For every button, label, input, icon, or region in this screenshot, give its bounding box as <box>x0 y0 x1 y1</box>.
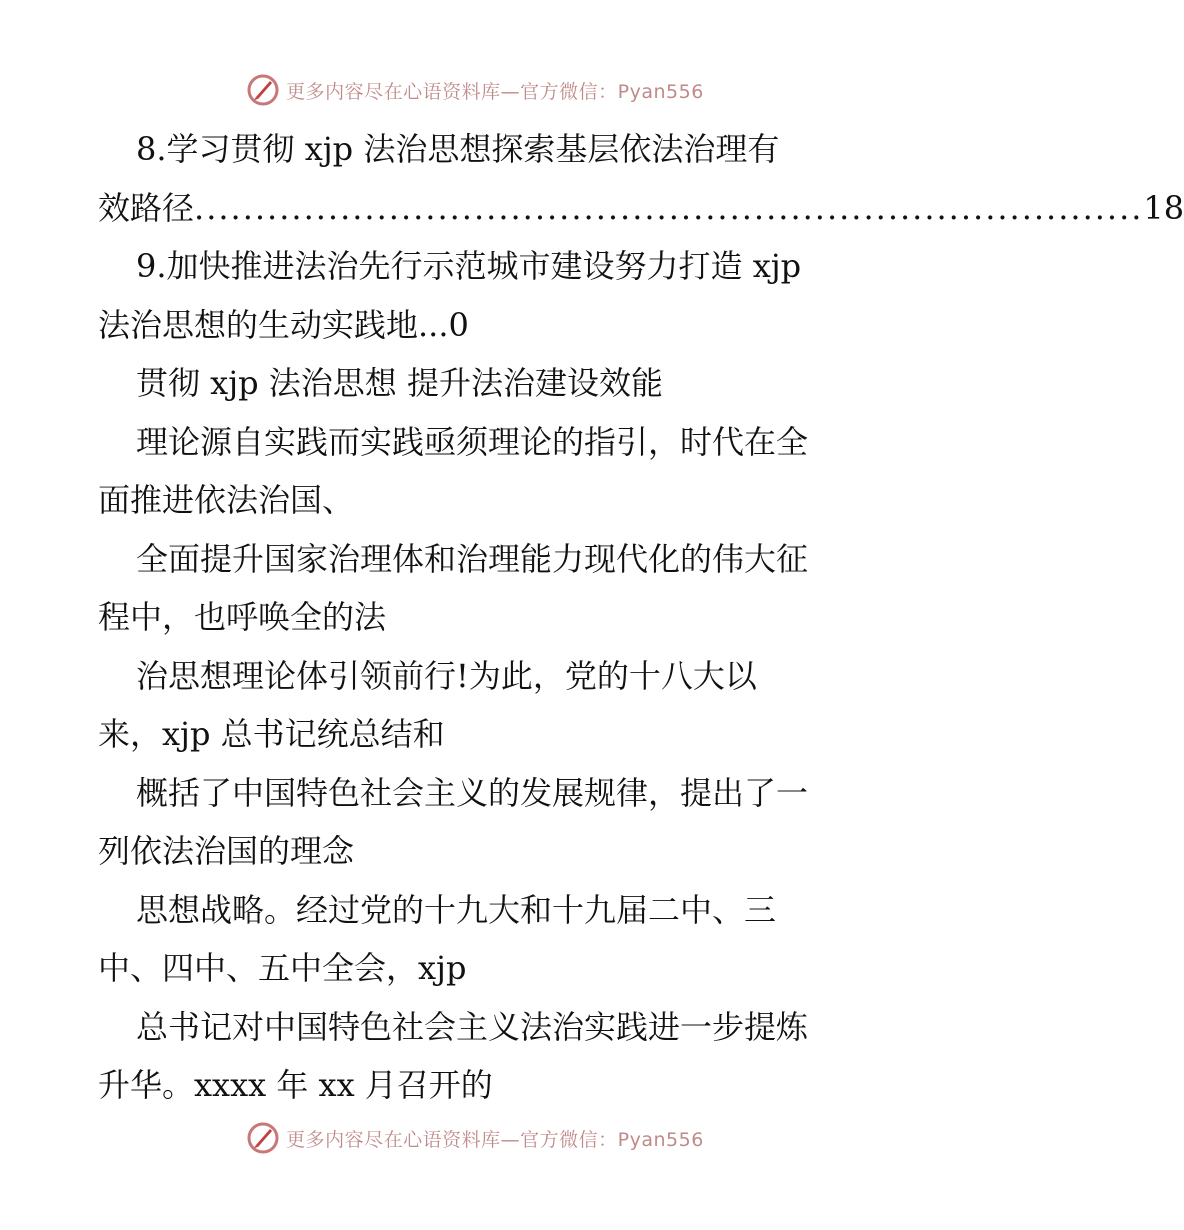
toc-entry-8-line1: 8.学习贯彻 xjp 法治思想探索基层依法治理有 <box>136 130 780 168</box>
toc-entry-8-line2 <box>98 179 1184 238</box>
document-body <box>98 120 1184 1115</box>
page-header-banner <box>0 70 950 110</box>
quill-pen-seal-icon <box>246 73 280 107</box>
paragraph-line: 中、四中、五中全会，xjp <box>98 949 467 987</box>
paragraph-line: 全面提升国家治理体和治理能力现代化的伟大征 <box>136 539 809 578</box>
paragraph-line: 来，xjp 总书记统总结和 <box>98 715 445 753</box>
page-footer-banner <box>0 1118 950 1158</box>
banner-text: 更多内容尽在心语资料库—官方微信：Pyan556 <box>286 1128 704 1151</box>
toc-leader-dots: .............................................................................. <box>194 188 1144 227</box>
toc-entry-9-line2: 法治思想的生动实践地...0 <box>98 305 469 344</box>
toc-entry-8-page: 18 <box>1143 188 1184 227</box>
paragraph-line: 总书记对中国特色社会主义法治实践进一步提炼 <box>136 1007 809 1046</box>
quill-pen-seal-icon <box>246 1121 280 1155</box>
paragraph-line: 治思想理论体引领前行!为此，党的十八大以 <box>136 656 757 695</box>
toc-entry-8-text: 效路径 <box>98 188 195 227</box>
paragraph-line: 思想战略。经过党的十九大和十九届二中、三 <box>136 890 777 929</box>
paragraph-line: 列依法治国的理念 <box>98 832 355 870</box>
section-title: 贯彻 xjp 法治思想 提升法治建设效能 <box>136 364 663 402</box>
paragraph-line: 概括了中国特色社会主义的发展规律，提出了一 <box>136 773 809 812</box>
toc-entry-9-line1: 9.加快推进法治先行示范城市建设努力打造 xjp <box>136 247 802 285</box>
paragraph-line: 升华。xxxx 年 xx 月召开的 <box>98 1066 493 1104</box>
paragraph-line: 理论源自实践而实践亟须理论的指引，时代在全 <box>136 422 809 461</box>
paragraph-line: 面推进依法治国、 <box>98 481 355 519</box>
paragraph-line: 程中，也呼唤全的法 <box>98 598 387 636</box>
banner-text: 更多内容尽在心语资料库—官方微信：Pyan556 <box>286 80 704 103</box>
